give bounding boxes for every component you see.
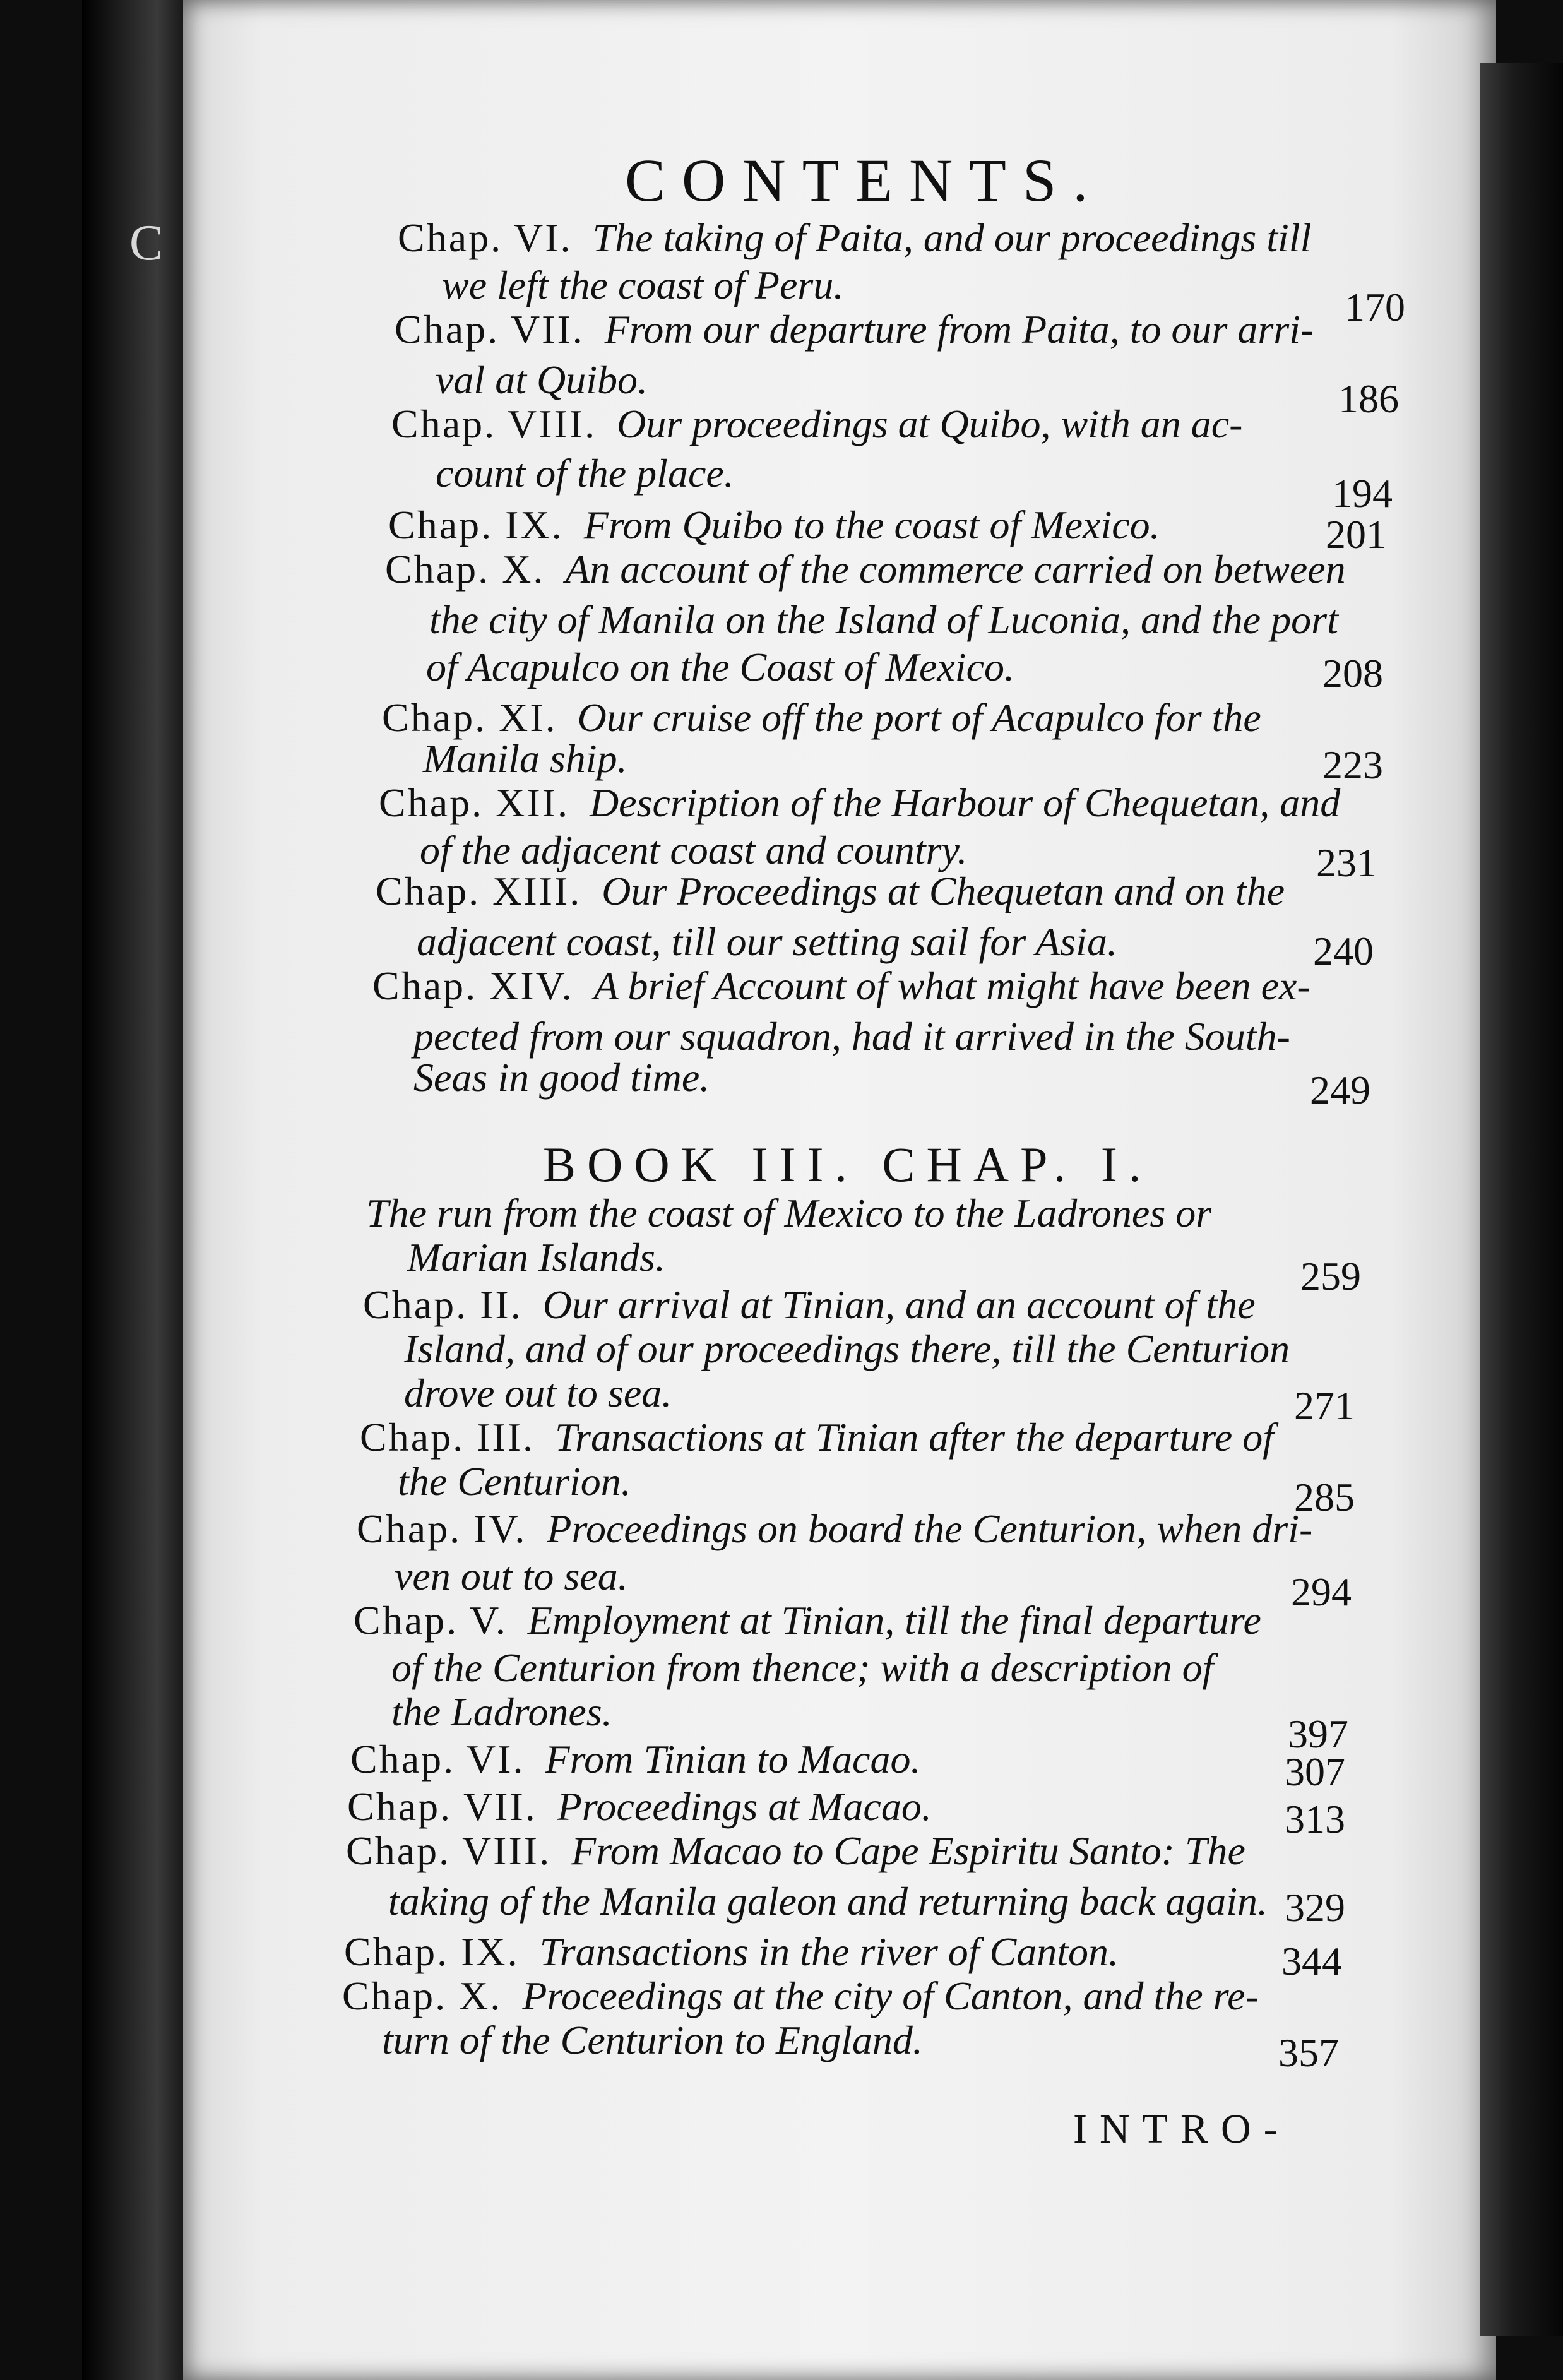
- chapter-label: Chap. IV.: [357, 1506, 527, 1551]
- page-number: 194: [1332, 471, 1393, 516]
- page-number: 344: [1281, 1939, 1342, 1984]
- entry-text: Transactions at Tinian after the departure of: [555, 1415, 1275, 1460]
- page-number: 329: [1285, 1885, 1345, 1930]
- page-number: 397: [1288, 1711, 1348, 1756]
- chapter-label: Chap. III.: [360, 1415, 535, 1460]
- entry-text: turn of the Centurion to England.: [382, 2018, 923, 2062]
- entry-line: [391, 1689, 612, 1734]
- entry-text: Marian Islands.: [407, 1235, 665, 1280]
- chapter-label: Chap. IX.: [344, 1929, 520, 1974]
- chapter-label: Chap. IX.: [388, 503, 564, 547]
- chapter-label: Chap. VIII.: [346, 1828, 552, 1873]
- entry-text: Employment at Tinian, till the final departure: [527, 1598, 1261, 1643]
- entry-text: A brief Account of what might have been ex-: [593, 963, 1310, 1008]
- page-number: 313: [1285, 1797, 1345, 1842]
- chapter-label: Chap. II.: [363, 1282, 523, 1327]
- entry-text: of Acapulco on the Coast of Mexico.: [426, 645, 1014, 689]
- entry-text: taking of the Manila galeon and returning back again.: [388, 1879, 1268, 1924]
- entry-line: [357, 1506, 1313, 1551]
- entry-text: Proceedings at Macao.: [557, 1784, 932, 1829]
- page-number: 294: [1291, 1569, 1352, 1614]
- entry-text: From our departure from Paita, to our arri-: [604, 307, 1314, 352]
- entry-text: Our proceedings at Quibo, with an ac-: [617, 402, 1243, 446]
- entry-text: Our cruise off the port of Acapulco for the: [577, 695, 1261, 740]
- page-number: 231: [1316, 840, 1377, 885]
- entry-line: [360, 1417, 1274, 1458]
- chapter-label: Chap. XIII.: [376, 869, 582, 913]
- page-number: 170: [1345, 285, 1405, 330]
- entry-line: [429, 597, 1338, 642]
- chapter-label: Chap. X.: [342, 1973, 502, 2018]
- entry-line: [423, 736, 627, 781]
- entry-line: [363, 1282, 1256, 1327]
- catchword: INTRO-: [1073, 2106, 1290, 2152]
- chapter-label: Chap. VII.: [347, 1784, 537, 1829]
- entry-line: [398, 1461, 631, 1502]
- entry-line: [391, 404, 1242, 444]
- entry-line: [354, 1600, 1261, 1641]
- chapter-label: Chap. VI.: [398, 215, 573, 260]
- entry-text: val at Quibo.: [436, 357, 648, 402]
- entry-text: of the adjacent coast and country.: [420, 828, 968, 872]
- chapter-label: Chap. X.: [385, 547, 545, 592]
- entry-text: From Tinian to Macao.: [545, 1737, 921, 1782]
- entry-text: count of the place.: [436, 451, 734, 496]
- page-number: 201: [1326, 512, 1386, 557]
- entry-text: drove out to sea.: [404, 1371, 672, 1415]
- entry-text: The taking of Paita, and our proceedings till: [592, 215, 1312, 260]
- entry-line: [395, 1556, 628, 1597]
- page-number: 271: [1294, 1383, 1355, 1428]
- entry-line: [382, 695, 1261, 740]
- entry-line: [395, 309, 1314, 350]
- page-title: CONTENTS.: [625, 146, 1105, 214]
- entry-line: [420, 830, 967, 871]
- chapter-label: Chap. V.: [354, 1598, 508, 1643]
- entry-text: From Macao to Cape Espiritu Santo: The: [571, 1828, 1245, 1873]
- entry-text: Proceedings at the city of Canton, and the re-: [522, 1973, 1259, 2018]
- chapter-label: Chap. VI.: [350, 1737, 525, 1782]
- entry-line: [342, 1973, 1259, 2018]
- page-number: 259: [1300, 1254, 1361, 1299]
- entry-line: [346, 1828, 1245, 1873]
- page-number: 240: [1313, 929, 1374, 973]
- entry-line: [391, 1645, 1214, 1690]
- entry-text: Description of the Harbour of Chequetan, and: [589, 780, 1341, 825]
- entry-line: [442, 265, 843, 306]
- entry-text: Our Proceedings at Chequetan and on the: [602, 869, 1285, 913]
- entry-text: the Ladrones.: [391, 1689, 612, 1734]
- entry-text: the Centurion.: [398, 1459, 631, 1504]
- entry-line: [379, 780, 1341, 825]
- entry-line: [382, 2020, 923, 2061]
- entry-line: [426, 647, 1014, 687]
- chapter-label: Chap. XII.: [379, 780, 569, 825]
- entry-line: [366, 1193, 1211, 1234]
- entry-text: pected from our squadron, had it arrived in the South-: [413, 1014, 1290, 1059]
- entry-line: [372, 963, 1310, 1008]
- entry-line: [413, 1016, 1290, 1057]
- entry-text: we left the coast of Peru.: [442, 263, 844, 307]
- entry-line: [436, 453, 734, 494]
- entry-line: [385, 549, 1346, 590]
- margin-fragment: C: [129, 215, 163, 271]
- page-number: 208: [1322, 651, 1383, 696]
- entry-text: of the Centurion from thence; with a description of: [391, 1645, 1214, 1690]
- entry-text: Transactions in the river of Canton.: [539, 1929, 1119, 1974]
- entry-text: The run from the coast of Mexico to the Ladrones or: [366, 1191, 1212, 1235]
- entry-line: [404, 1373, 672, 1413]
- chapter-label: Chap. XI.: [382, 695, 557, 740]
- entry-line: [350, 1739, 920, 1780]
- entry-line: [388, 505, 1160, 545]
- chapter-label: Chap. VII.: [395, 307, 585, 352]
- entry-line: [417, 919, 1117, 964]
- entry-text: An account of the commerce carried on between: [565, 547, 1346, 592]
- book-heading: BOOK III. CHAP. I.: [543, 1137, 1153, 1192]
- entry-text: From Quibo to the coast of Mexico.: [583, 503, 1160, 547]
- page-number: 357: [1278, 2030, 1339, 2075]
- entry-line: [388, 1881, 1268, 1922]
- entry-line: [436, 357, 648, 402]
- page-edge-shadow: [1480, 63, 1563, 2336]
- chapter-label: Chap. VIII.: [391, 402, 597, 446]
- entry-text: Island, and of our proceedings there, till the Centurion: [404, 1326, 1290, 1371]
- entry-line: [413, 1057, 710, 1098]
- entry-line: [376, 871, 1285, 912]
- chapter-label: Chap. XIV.: [372, 963, 574, 1008]
- page-number: 186: [1338, 376, 1399, 421]
- entry-line: [344, 1929, 1119, 1974]
- page-number: 223: [1322, 742, 1383, 787]
- entry-text: Proceedings on board the Centurion, when dri-: [547, 1506, 1313, 1551]
- entry-text: Seas in good time.: [413, 1055, 710, 1100]
- page-number: 249: [1310, 1068, 1370, 1112]
- entry-text: ven out to sea.: [395, 1554, 628, 1598]
- entry-line: [407, 1237, 665, 1278]
- page-number: 307: [1285, 1749, 1345, 1794]
- entry-line: [404, 1326, 1290, 1371]
- entry-line: [398, 215, 1312, 260]
- entry-text: Manila ship.: [423, 736, 627, 781]
- entry-text: Our arrival at Tinian, and an account of the: [542, 1282, 1256, 1327]
- entry-line: [347, 1784, 932, 1829]
- entry-text: adjacent coast, till our setting sail for Asia.: [417, 919, 1117, 964]
- entry-text: the city of Manila on the Island of Luconia, and the port: [429, 597, 1338, 642]
- book-spine-shadow: [82, 0, 189, 2380]
- page-number: 285: [1294, 1475, 1355, 1520]
